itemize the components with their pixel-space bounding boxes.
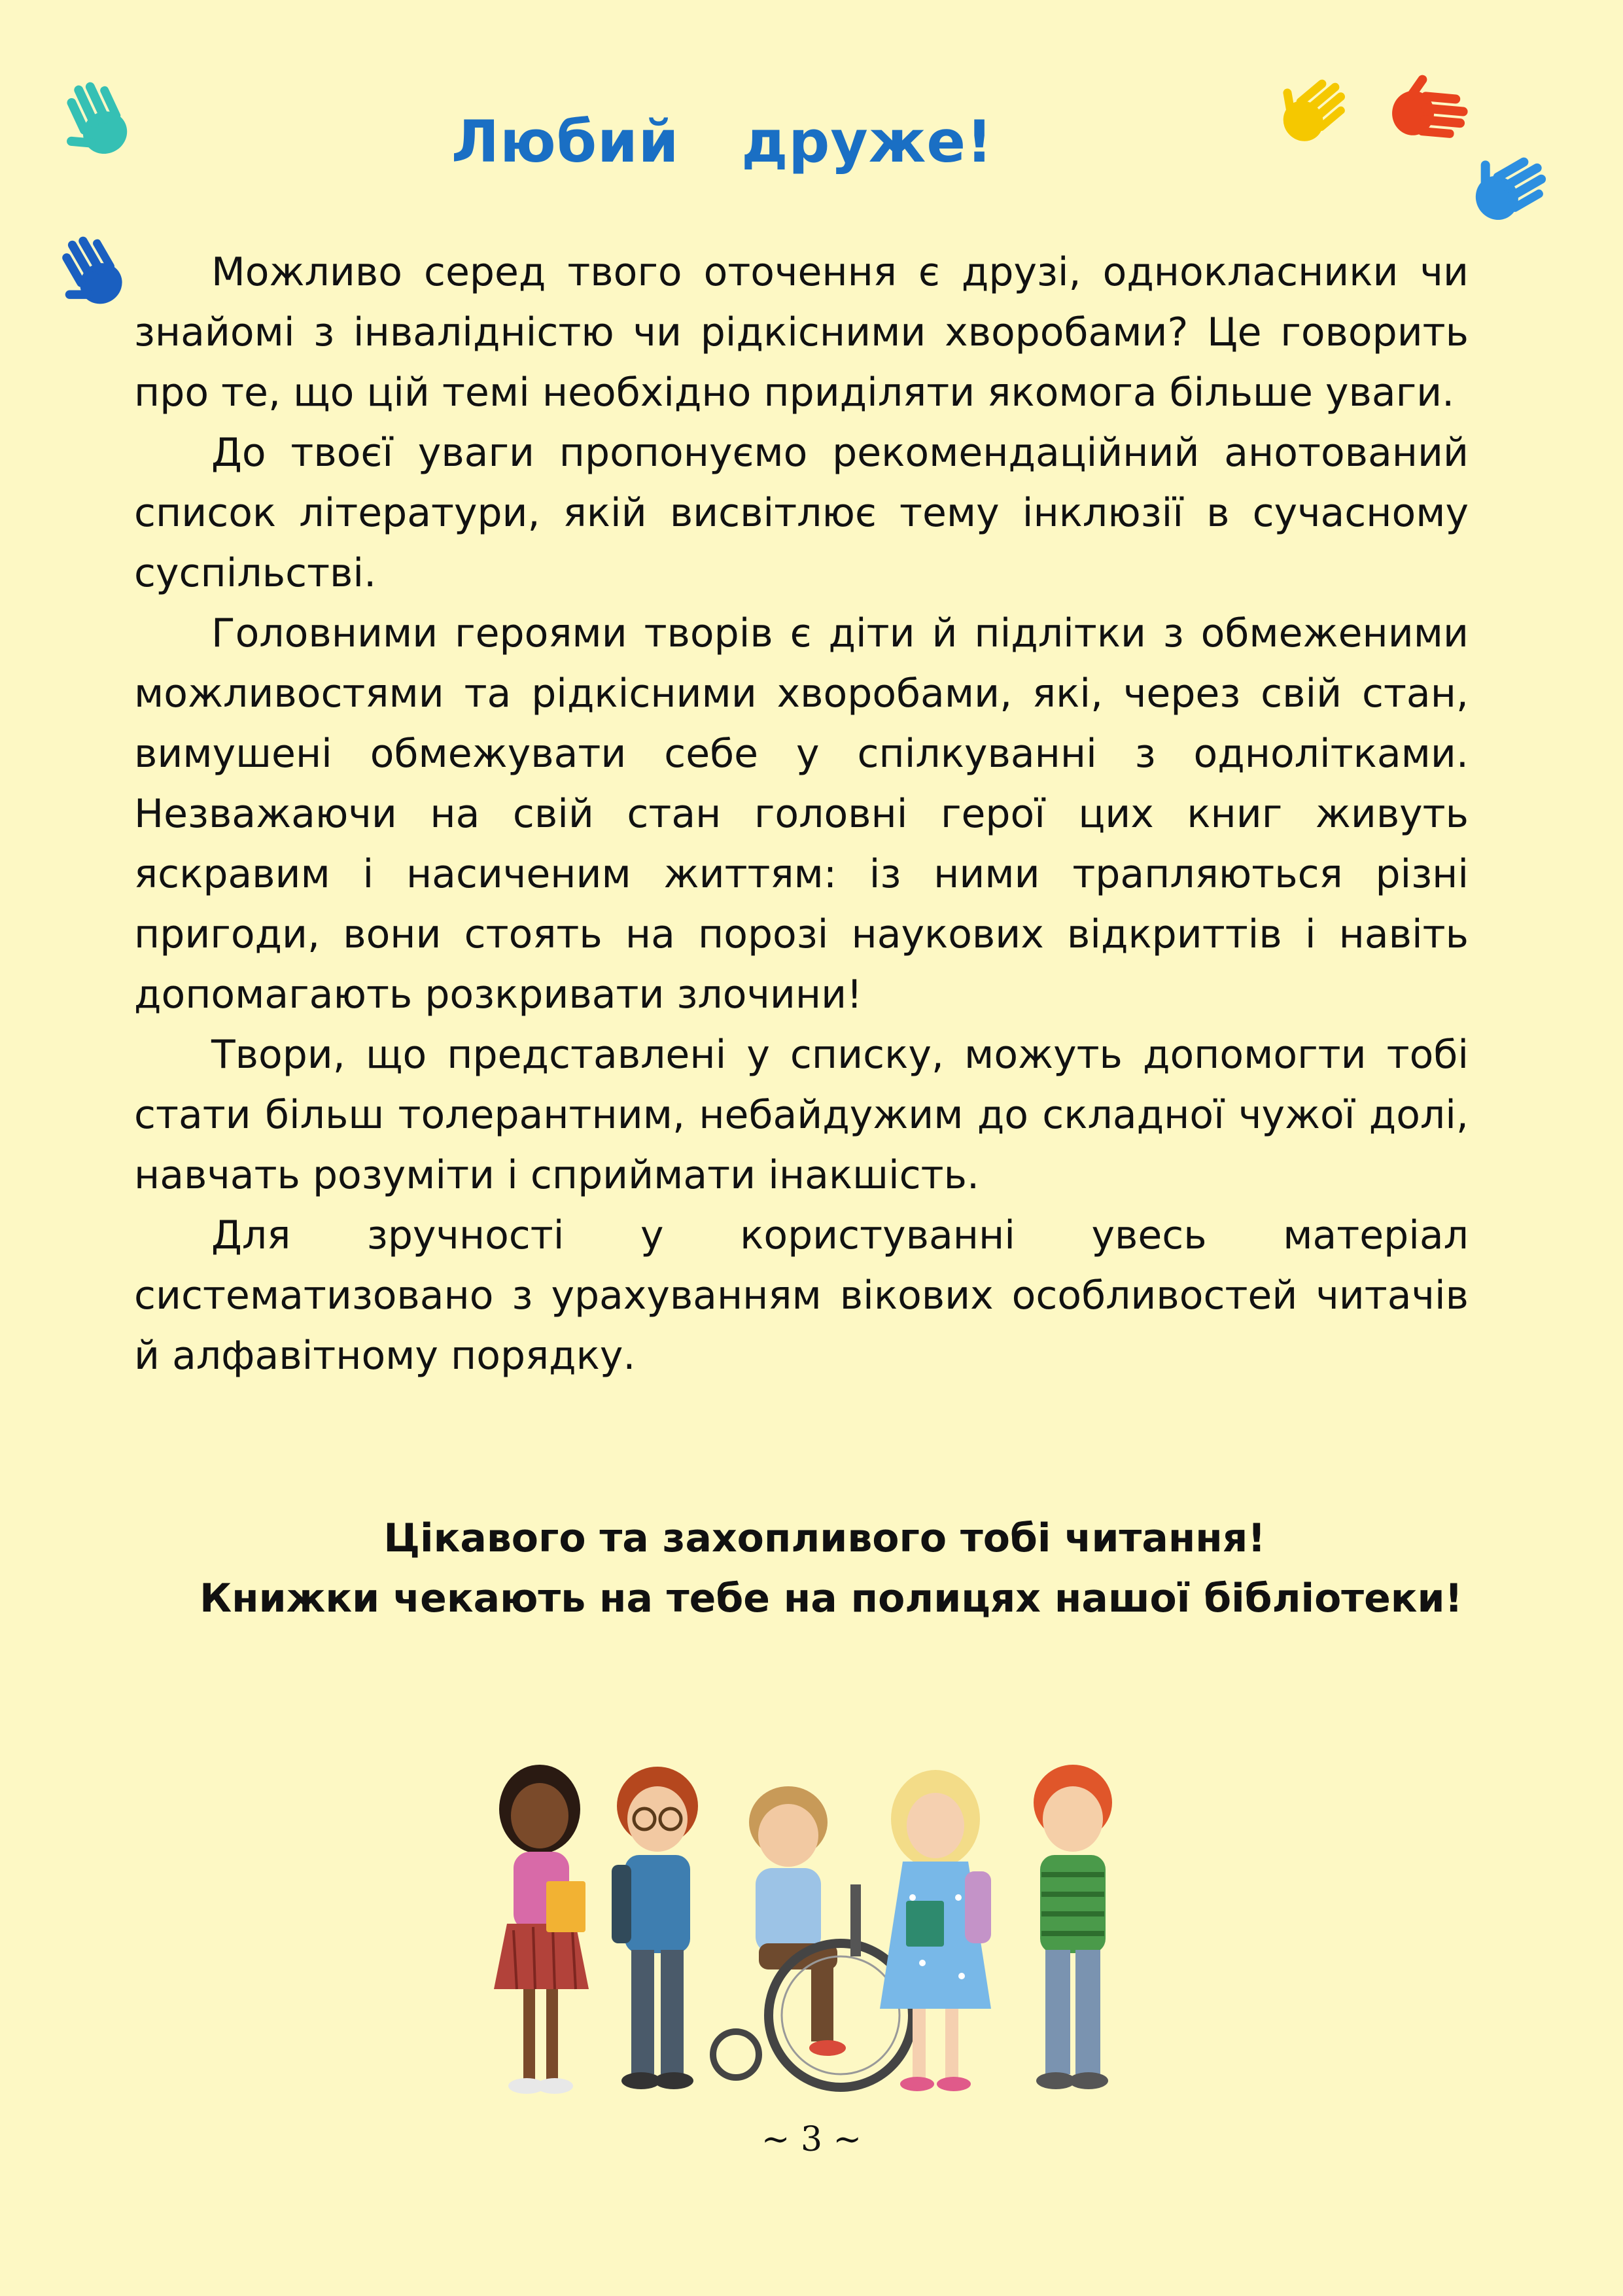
intro-text: [134, 242, 1469, 1386]
yellow-handprint-icon: [1269, 69, 1361, 154]
girl-with-book-figure: [494, 1765, 589, 2094]
boy-in-wheelchair-figure: [713, 1786, 913, 2087]
children-group-illustration: [478, 1747, 1145, 2113]
blue-handprint-icon: [56, 226, 131, 314]
light-blue-handprint-icon: [1465, 144, 1557, 236]
page-title: Любий друже!: [451, 108, 994, 175]
paragraph: Можливо серед твого оточення є друзі, однокласники чи знайомі з інвалідністю чи рідкісними хворобами? Це говорить про те, що цій темі необхідно приділяти якомога більше уваги.: [134, 249, 1469, 415]
closing-line-1: Цікавого та захопливого тобі читання!: [383, 1515, 1266, 1561]
paragraph: Твори, що представлені у списку, можуть допомогти тобі стати більш толерантним, небайдужим до складної чужої долі, навчать розуміти і сприймати інакшість.: [134, 1032, 1469, 1198]
red-handprint-icon: [1380, 69, 1478, 160]
girl-blonde-figure: [880, 1770, 991, 2091]
boy-with-glasses-figure: [612, 1767, 698, 2089]
teal-handprint-icon: [59, 72, 137, 164]
paragraph: Головними героями творів є діти й підлітки з обмеженими можливостями та рідкісними хворобами, які, через свій стан, вимушені обмежувати себе у спілкуванні з однолітками. Незважаючи на свій стан головні герої цих книг живуть яскравим і насиченим життям: із ними трапляються різні пригоди, вони стоять на порозі наукових відкриттів і навіть допомагають розкривати злочини!: [134, 610, 1469, 1017]
closing-line-2: Книжки чекають на тебе на полицях нашої бібліотеки!: [200, 1576, 1463, 1621]
boy-striped-shirt-figure: [1034, 1765, 1112, 2089]
paragraph: Для зручності у користуванні увесь матеріал систематизовано з урахуванням вікових особливостей читачів й алфавітному порядку.: [134, 1212, 1469, 1379]
closing-message: [0, 1508, 1623, 1629]
paragraph: До твоєї уваги пропонуємо рекомендаційний анотований список літератури, якій висвітлює тему інклюзії в сучасному суспільстві.: [134, 430, 1469, 596]
page-number: ~ 3 ~: [761, 2120, 862, 2159]
